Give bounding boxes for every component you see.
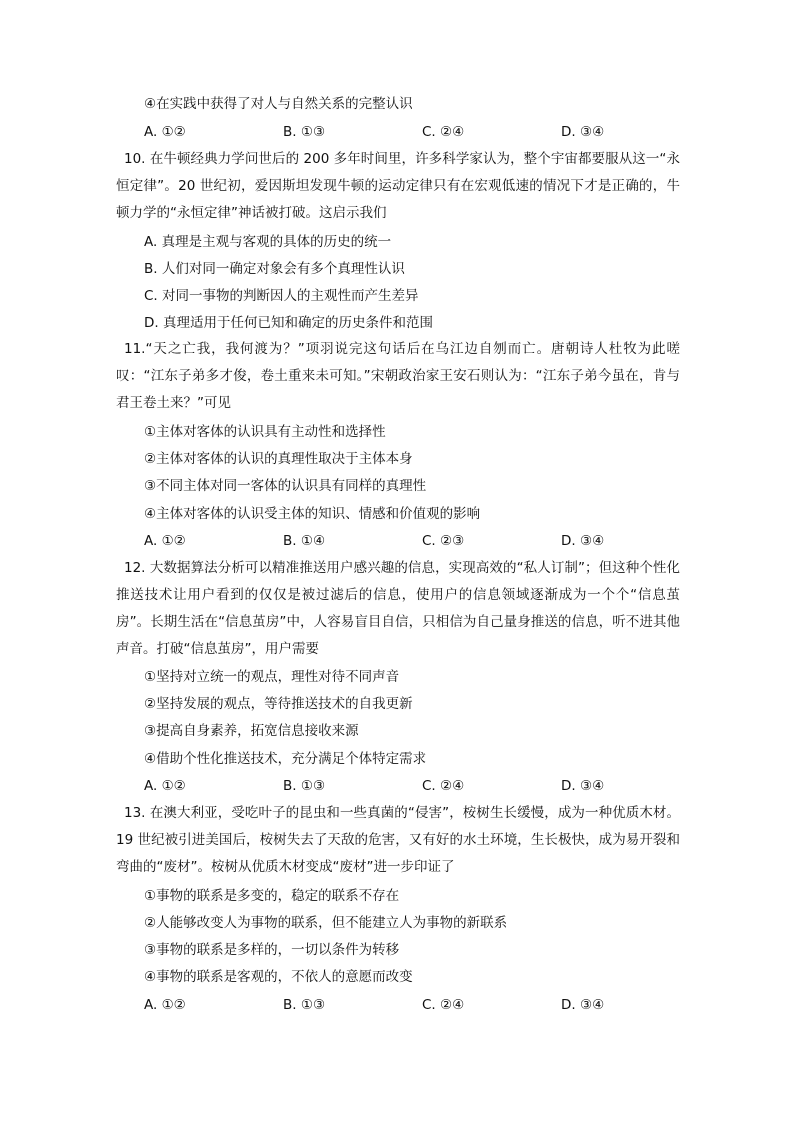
- q13-statement-1: ①事物的联系是多变的，稳定的联系不存在: [144, 888, 400, 904]
- q10-option-d: D. 真理适用于任何已知和确定的历史条件和范围: [144, 315, 433, 331]
- q11-stem: 11.“天之亡我，我何渡为？”项羽说完这句话后在乌江边自刎而亡。唐朝诗人杜牧为此嗟叹：“江东子弟多才俊，卷土重来未可知。”宋朝政治家王安石则认为：“江东子弟今虽在，肯与君王卷土来？”可见: [116, 341, 680, 411]
- q11-option-b: B. ①④: [283, 533, 326, 549]
- q13-statement-3: ③事物的联系是多样的，一切以条件为转移: [144, 942, 400, 958]
- q10-option-c: C. 对同一事物的判断因人的主观性而产生差异: [144, 288, 419, 304]
- q13-statement-2: ②人能够改变人为事物的联系，但不能建立人为事物的新联系: [144, 915, 508, 931]
- q11-statement-2: ②主体对客体的认识的真理性取决于主体本身: [144, 451, 413, 467]
- q11-option-d: D. ③④: [561, 533, 605, 549]
- q13-option-d: D. ③④: [561, 997, 605, 1013]
- q11-statement-1: ①主体对客体的认识具有主动性和选择性: [144, 424, 386, 440]
- q12-stem: 12. 大数据算法分析可以精准推送用户感兴趣的信息，实现高效的“私人订制”；但这种个性化推送技术让用户看到的仅仅是被过滤后的信息，使用户的信息领域逐渐成为一个个“信息茧房”。长期生活在“信息茧房”中，人容易盲目自信，只相信为自己量身推送的信息，听不进其他声音。打破“信息茧房”，用户需要: [116, 560, 680, 657]
- q12-option-a: A. ①②: [144, 778, 186, 794]
- q10-option-b: B. 人们对同一确定对象会有多个真理性认识: [144, 261, 405, 277]
- q12-statement-2: ②坚持发展的观点，等待推送技术的自我更新: [144, 696, 413, 712]
- q9-statement-4: ④在实践中获得了对人与自然关系的完整认识: [144, 96, 413, 112]
- q11-statement-3: ③不同主体对同一客体的认识具有同样的真理性: [144, 478, 427, 494]
- q12-option-b: B. ①③: [283, 778, 326, 794]
- q13-option-c: C. ②④: [422, 997, 465, 1013]
- q12-option-d: D. ③④: [561, 778, 605, 794]
- q10-option-a: A. 真理是主观与客观的具体的历史的统一: [144, 234, 392, 250]
- q13-statement-4: ④事物的联系是客观的，不依人的意愿而改变: [144, 969, 413, 985]
- q9-option-b: B. ①③: [283, 124, 326, 140]
- q13-option-a: A. ①②: [144, 997, 186, 1013]
- q9-option-a: A. ①②: [144, 124, 186, 140]
- q12-statement-4: ④借助个性化推送技术，充分满足个体特定需求: [144, 751, 427, 767]
- q9-option-c: C. ②④: [422, 124, 465, 140]
- q13-stem: 13. 在澳大利亚，受吃叶子的昆虫和一些真菌的“侵害”，桉树生长缓慢，成为一种优质木材。19 世纪被引进美国后，桉树失去了天敌的危害，又有好的水土环境，生长极快，成为易开裂和弯曲的“废材”。桉树从优质木材变成“废材”进一步印证了: [116, 805, 680, 875]
- q11-option-c: C. ②③: [422, 533, 465, 549]
- q12-option-c: C. ②④: [422, 778, 465, 794]
- q11-statement-4: ④主体对客体的认识受主体的知识、情感和价值观的影响: [144, 506, 481, 522]
- q10-stem: 10. 在牛顿经典力学问世后的 200 多年时间里，许多科学家认为，整个宇宙都要服从这一“永恒定律”。20 世纪初，爱因斯坦发现牛顿的运动定律只有在宏观低速的情况下才是正确的，牛顿力学的“永恒定律”神话被打破。这启示我们: [116, 151, 680, 221]
- q12-statement-1: ①坚持对立统一的观点，理性对待不同声音: [144, 669, 400, 685]
- q13-option-b: B. ①③: [283, 997, 326, 1013]
- q11-option-a: A. ①②: [144, 533, 186, 549]
- q12-statement-3: ③提高自身素养，拓宽信息接收来源: [144, 723, 359, 739]
- q9-option-d: D. ③④: [561, 124, 605, 140]
